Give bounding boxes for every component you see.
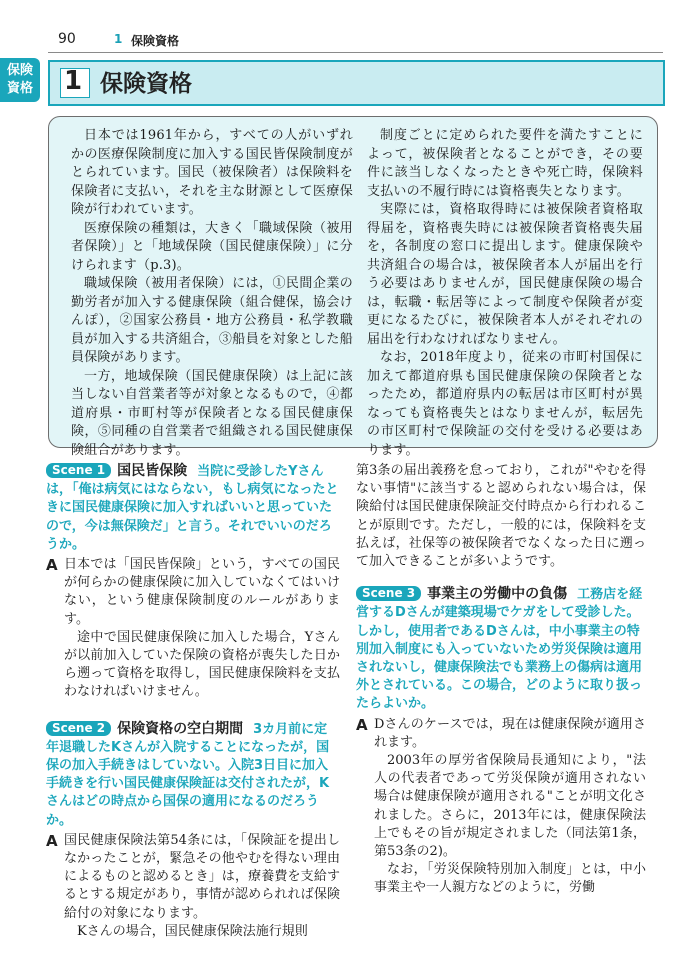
side-index-tab[interactable]	[0, 58, 40, 102]
scene-2-continuation	[356, 462, 646, 571]
chapter-title: 保険資格	[100, 71, 192, 97]
side-tab-line2: 資格	[6, 81, 33, 96]
body-left-column	[46, 462, 340, 945]
page-number: 90	[58, 31, 76, 47]
scene-title: 国民皆保険	[117, 463, 188, 479]
scene-2	[46, 720, 340, 941]
answer-mark: A	[46, 556, 58, 575]
scene-question: 当院に受診したYさんは，「俺は病気にはならない，もし病気になったときに国民健康保険に加入すればいいと思っていたので，今は無保険だ」と言う。それでいいのだろうか。	[46, 464, 339, 552]
answer-paragraph: Dさんのケースでは，現在は健康保険が適用されます。	[374, 716, 646, 750]
answer-mark: A	[356, 715, 368, 734]
answer-paragraph: なお，「労災保険特別加入制度」とは，中小事業主や一人親方などのように，労働	[374, 862, 646, 896]
scene-question: 3カ月前に定年退職したKさんが入院することになったが，国保の加入手続きはしていない。入院3日目に加入手続きを行い国民健康保険証は交付されたが，Kさんはどの時点から国保の適用になるのだろうか。	[46, 721, 330, 828]
body-right-column	[356, 462, 646, 902]
answer-paragraph: Kさんの場合，国民健康保険法施行規則	[77, 923, 308, 939]
intro-paragraph: 制度ごとに定められた要件を満たすことによって，被保険者となることができ，その要件に該当しなくなったときや死亡時，保険料支払いの不履行時には資格喪失となります。	[367, 128, 643, 199]
page-header	[48, 30, 663, 53]
intro-right-column	[367, 127, 643, 460]
intro-left-column	[71, 127, 353, 460]
scene-answer	[46, 556, 340, 702]
intro-paragraph: なお，2018年度より，従来の市町村国保に加えて都道府県も国民健康保険の保険者となったため，都道府県内の転居は市区町村が異なっても資格喪失とはなりませんが，転居先の市区町村で保険証の交付を受ける必要はあります。	[367, 350, 643, 458]
intro-paragraph: 日本では1961年から，すべての人がいずれかの医療保険制度に加入する国民皆保険制度がとられています。国民（被保険者）は保険料を保険者に支払い，それを主な財源として医療保険が行われています。	[71, 128, 353, 217]
intro-paragraph: 医療保険の種類は，大きく「職域保険（被用者保険）」と「地域保険（国民健康保険）」に分けられます（p.3)。	[71, 220, 353, 273]
intro-paragraph: 職域保険（被用者保険）には，①民間企業の勤労者が加入する健康保険（組合健保，協会けんぽ），②国家公務員・地方公務員・私学教職員が加入する共済組合，③船員を対象とした船員保険があります。	[71, 276, 353, 365]
intro-box	[48, 116, 658, 458]
answer-paragraph: 日本では「国民皆保険」という，すべての国民が何らかの健康保険に加入していなくてはいけない，という健康保険制度のルールがあります。	[64, 557, 340, 627]
scene-badge: Scene 1	[46, 463, 111, 478]
scene-title: 事業主の労働中の負傷	[427, 586, 568, 603]
header-section-number: 1	[114, 32, 123, 46]
scene-answer	[46, 832, 340, 941]
answer-paragraph: 途中で国民健康保険に加入した場合，Yさんが以前加入していた保険の資格が喪失した日から遡って資格を取得し，国民健康保険料を支払わなければいけません。	[64, 629, 340, 700]
answer-mark: A	[46, 831, 58, 850]
chapter-number: 1	[64, 66, 83, 96]
scene-answer	[356, 716, 646, 898]
answer-paragraph: 第3条の届出義務を怠っており，これが"やむを得ない事情"に該当すると認められない場合は，保険給付は国民健康保険証交付時点から行われることが原則です。ただし，一般的には，保険料を支払えば，社保等の被保険者でなくなった日に遡って加入できることが多いようです。	[356, 463, 646, 570]
scene-question: 工務店を経営するDさんが建築現場でケガをして受診した。しかし，使用者であるDさんは，中小事業主の特別加入制度にも入っていないため労災保険は適用されないし，健康保険法でも業務上の傷病は適用外とされている。この場合，どのように取り扱ったらよいか。	[356, 587, 643, 712]
answer-paragraph: 国民健康保険法第54条には，「保険証を提出しなかったことが，緊急その他やむを得ない理由によるものと認めるとき」は，療養費を支給するとする規定があり，事情が認められれば保険給付の対象になります。	[64, 832, 340, 921]
scene-badge: Scene 2	[46, 721, 111, 736]
chapter-title-bar	[48, 60, 665, 106]
side-tab-line1: 保険	[6, 63, 33, 78]
intro-paragraph: 一方，地域保険（国民健康保険）は上記に該当しない自営業者等が対象となるもので，④都道府県・市町村等が保険者となる国民健康保険，⑤同種の自営業者で組織される国民健康保険組合があります。	[71, 368, 353, 458]
header-section-title: 保険資格	[131, 34, 180, 48]
scene-badge: Scene 3	[356, 586, 421, 601]
scene-1	[46, 462, 340, 702]
intro-paragraph: 実際には，資格取得時には被保険者資格取得届を，資格喪失時には被保険者資格喪失届を，各制度の窓口に提出します。健康保険や共済組合の場合は，被保険者本人が届出を行う必要はありませんが，国民健康保険の場合は，転職・転居等によって制度や保険者が変更になるたびに，被保険者本人がそれぞれの届出を行わなければなりません。	[367, 202, 643, 347]
answer-paragraph: 2003年の厚労省保険局長通知により，"法人の代表者であって労災保険が適用されない場合は健康保険が適用される"ことが明文化されました。さらに，2013年には，健康保険法上でもその旨が規定されました（同法第1条，第53条の2)。	[374, 753, 646, 860]
scene-3	[356, 585, 646, 897]
scene-title: 保険資格の空白期間	[117, 720, 244, 737]
